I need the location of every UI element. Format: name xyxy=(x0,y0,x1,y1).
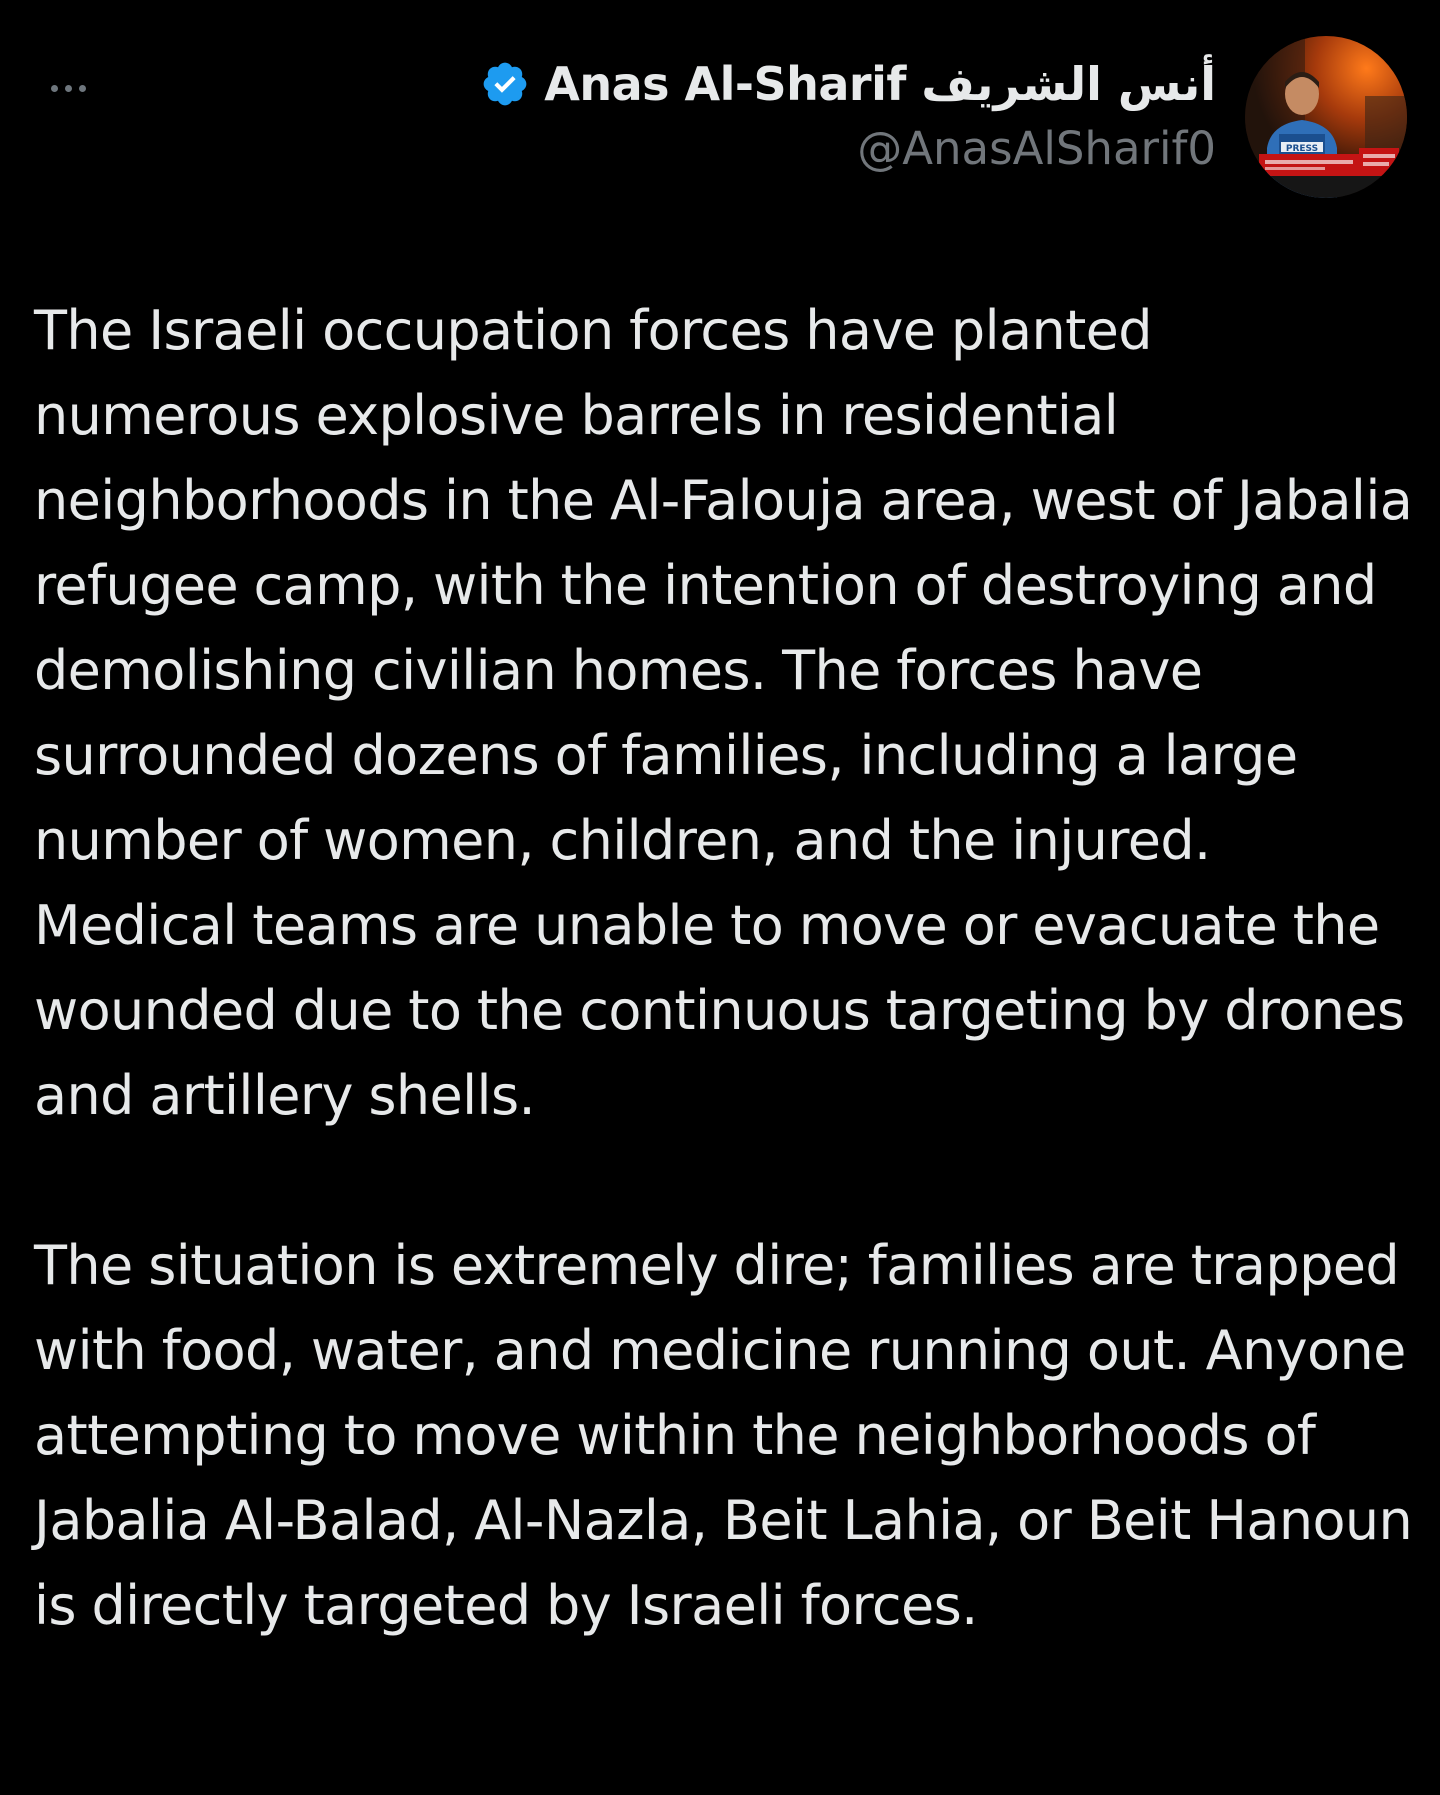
author-handle[interactable]: @AnasAlSharif0 xyxy=(857,122,1216,175)
tweet-text xyxy=(34,288,1414,1648)
more-dot xyxy=(65,85,72,92)
more-options-button[interactable] xyxy=(40,76,96,100)
verified-badge-icon[interactable] xyxy=(480,59,530,109)
tweet-paragraph: The situation is extremely dire; families are trapped with food, water, and medicine running out. Anyone attempting to move within the neighborhoods of Jabalia Al-Balad, Al-Nazla, Beit Lahia, or Beit Hanoun is directly targeted by Israeli forces. xyxy=(34,1234,1413,1637)
avatar-press-label: PRESS xyxy=(1285,144,1319,154)
more-horizontal-icon xyxy=(51,85,58,92)
author-display-name[interactable]: Anas Al-Sharif أنس الشريف xyxy=(544,57,1216,111)
more-dot xyxy=(79,85,86,92)
tweet-author xyxy=(480,50,1216,175)
avatar[interactable] xyxy=(1245,36,1407,198)
author-name-row xyxy=(480,50,1216,118)
tweet-paragraph: The Israeli occupation forces have planted numerous explosive barrels in residential neighborhoods in the Al-Falouja area, west of Jabalia refugee camp, with the intention of destroying and demolishing civilian homes. The forces have surrounded dozens of families, including a large number of women, children, and the injured. Medical teams are unable to move or evacuate the wounded due to the continuous targeting by drones and artillery shells. xyxy=(34,299,1413,1127)
